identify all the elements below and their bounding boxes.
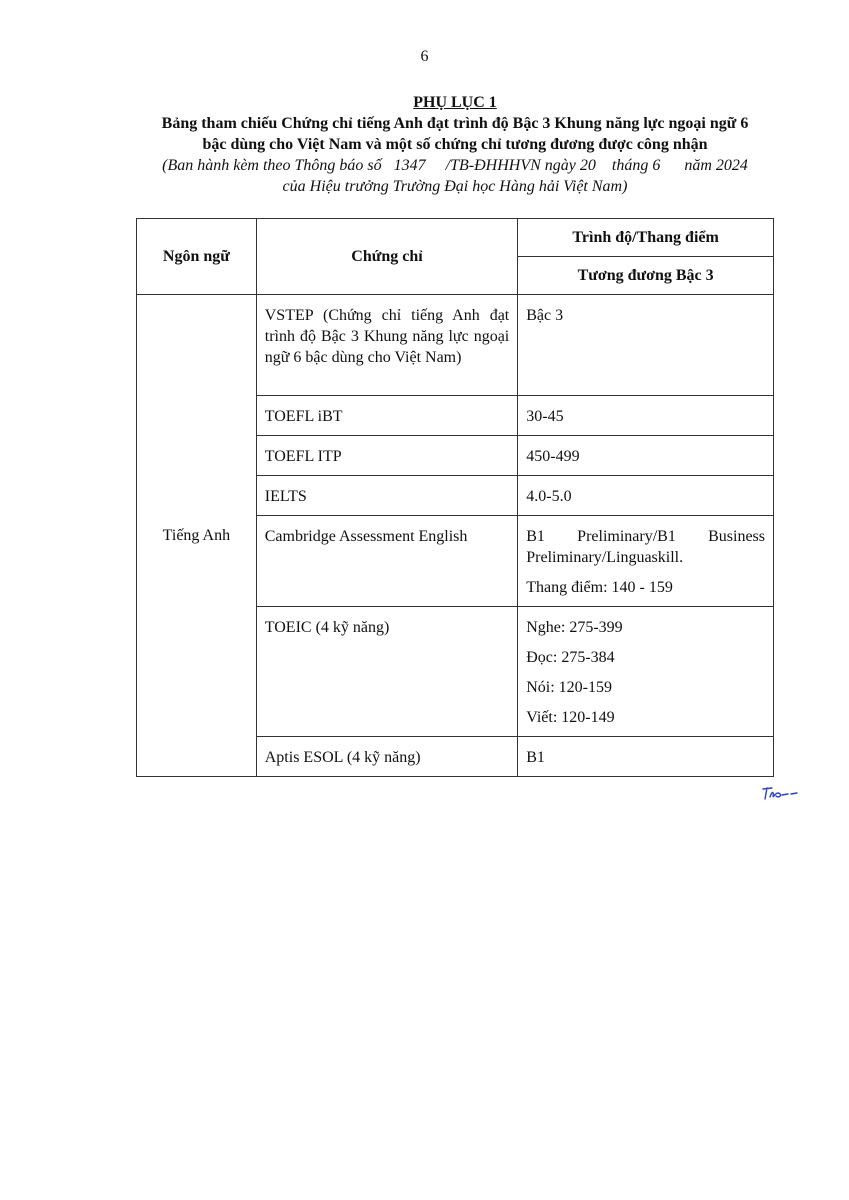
reference-table [136,218,774,777]
table-row [137,295,774,396]
issuance-note-line1: (Ban hành kèm theo Thông báo số 1347 /TB-ĐHHHVN ngày 20 tháng 6 năm 2024 [162,157,748,174]
certificate-cell: Cambridge Assessment English [256,516,517,607]
appendix-title: PHỤ LỤC 1 [413,94,497,111]
level-value: Bậc 3 [526,307,564,324]
header-equivalent: Tương đương Bậc 3 [518,257,774,295]
level-value: Viết: 120-149 [526,709,615,726]
certificate-cell: IELTS [256,476,517,516]
table-title-line1: Bảng tham chiếu Chứng chỉ tiếng Anh đạt trình độ Bậc 3 Khung năng lực ngoại ngữ 6 [161,115,749,132]
level-value: B1 [526,749,545,766]
certificate-cell: TOEFL ITP [256,436,517,476]
level-cell [518,737,774,777]
title-block [115,92,795,197]
level-value: Nghe: 275-399 [526,619,623,636]
table-title-line2: bậc dùng cho Việt Nam và một số chứng chỉ tương đương được công nhận [202,136,708,153]
header-level-scale: Trình độ/Thang điểm [518,219,774,257]
issuance-note-line2: của Hiệu trưởng Trường Đại học Hàng hải Việt Nam) [282,178,628,195]
level-cell [518,516,774,607]
level-cell [518,476,774,516]
level-value: 450-499 [526,448,580,465]
certificate-cell: TOEIC (4 kỹ năng) [256,607,517,737]
level-cell [518,396,774,436]
level-cell [518,295,774,396]
initials-signature [760,782,800,809]
level-value: Đọc: 275-384 [526,649,615,666]
level-value: Nói: 120-159 [526,679,613,696]
level-cell [518,436,774,476]
certificate-cell: TOEFL iBT [256,396,517,436]
header-certificate: Chứng chỉ [256,219,517,295]
certificate-cell: Aptis ESOL (4 kỹ năng) [256,737,517,777]
level-value: B1 Preliminary/B1 Business Preliminary/Linguaskill. [526,528,765,566]
page-number: 6 [420,48,429,65]
level-value: 30-45 [526,408,564,425]
level-cell [518,607,774,737]
level-value: Thang điểm: 140 - 159 [526,579,673,596]
language-cell: Tiếng Anh [137,295,257,777]
level-value: 4.0-5.0 [526,488,572,505]
header-language: Ngôn ngữ [137,219,257,295]
certificate-cell: VSTEP (Chứng chỉ tiếng Anh đạt trình độ Bậc 3 Khung năng lực ngoại ngữ 6 bậc dùng cho Việt Nam) [256,295,517,396]
